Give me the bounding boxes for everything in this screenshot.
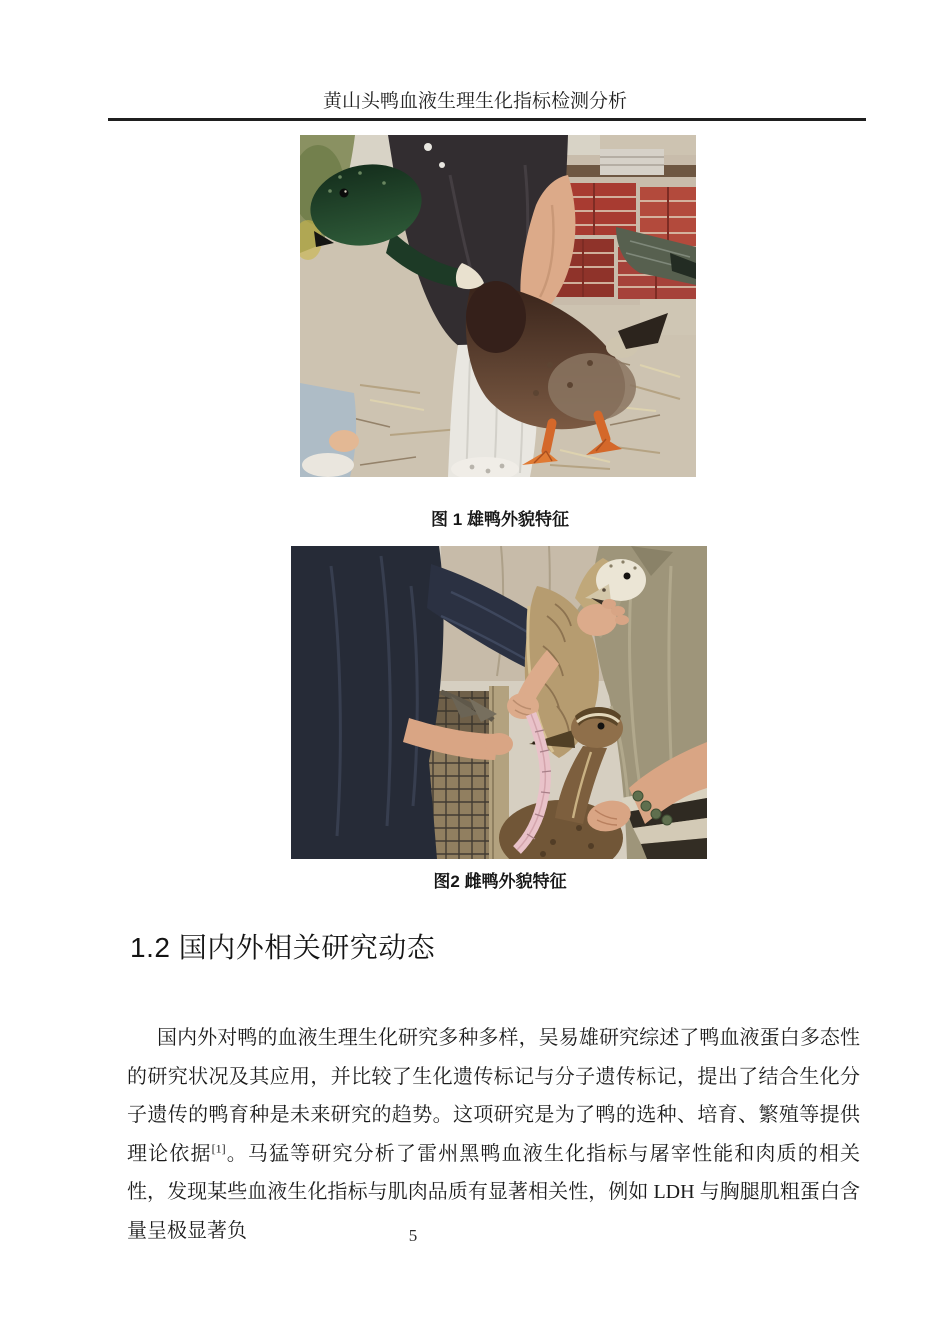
header-rule <box>108 118 866 121</box>
female-duck-photo <box>291 546 707 859</box>
page-number: 5 <box>408 1226 418 1245</box>
figure-1-caption: 图 1 雄鸭外貌特征 <box>431 510 569 529</box>
male-duck-photo <box>300 135 696 477</box>
running-header-title: 黄山头鸭血液生理生化指标检测分析 <box>322 91 627 112</box>
paragraph-text-after-citation: 。马猛等研究分析了雷州黑鸭血液生化指标与屠宰性能和肉质的相关性，发现某些血液生化指标与肌肉品质有显著相关性，例如 LDH 与胸腿肌粗蛋白含量呈极显著负 <box>127 1142 861 1242</box>
reference-superscript: [1] <box>211 1140 226 1155</box>
figure-2-caption: 图2 雌鸭外貌特征 <box>433 872 567 891</box>
body-paragraph <box>127 1019 860 1250</box>
paragraph-text-before-citation: 国内外对鸭的血液生理生化研究多种多样，吴易雄研究综述了鸭血液蛋白多态性的研究状况及其应用，并比较了生化遗传标记与分子遗传标记，提出了结合生化分子遗传的鸭育种是未来研究的趋势。这项研究是为了鸭的选种、培育、繁殖等提供理论依据 <box>127 1027 860 1165</box>
bystander-jeans <box>300 383 359 477</box>
section-heading: 1.2 国内外相关研究动态 <box>130 932 436 963</box>
